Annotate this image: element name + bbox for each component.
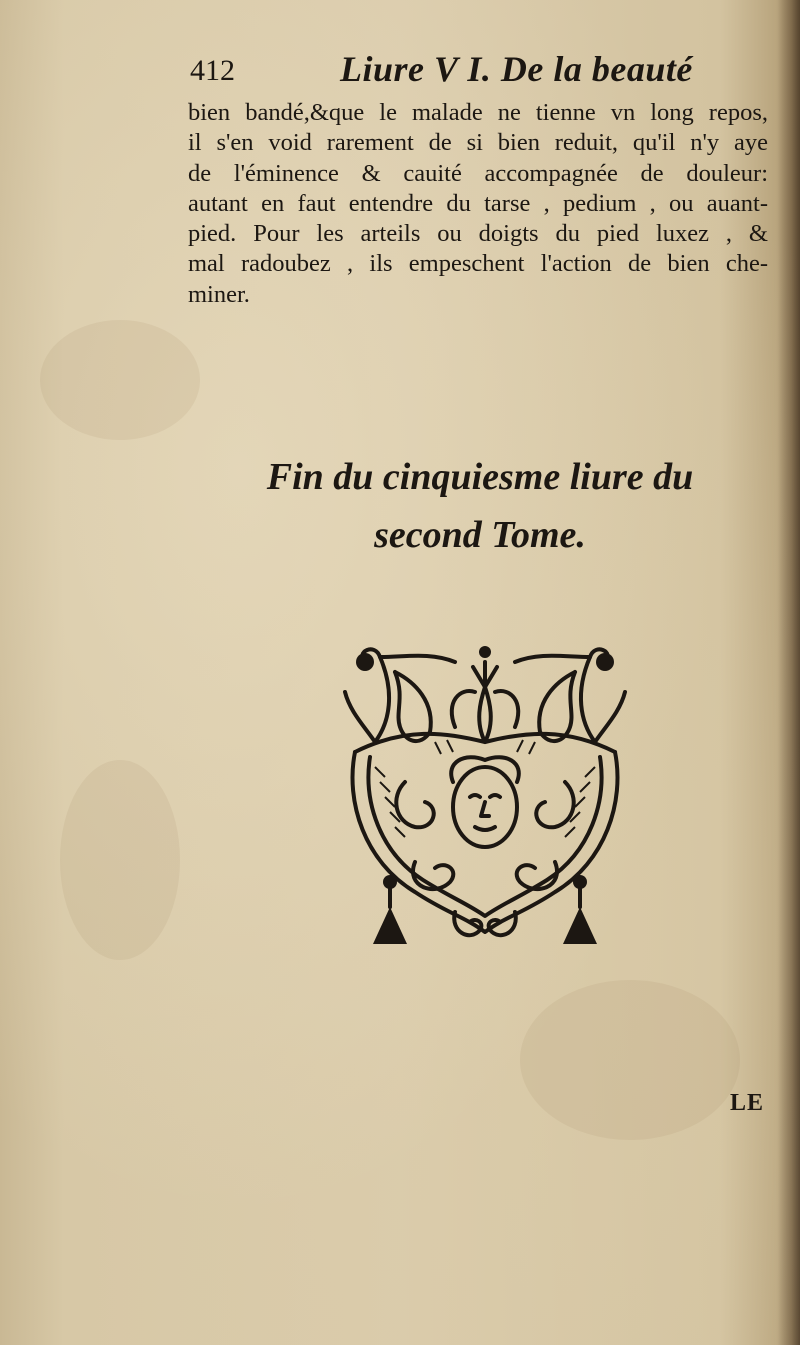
page-header bbox=[190, 48, 710, 98]
running-title: Liure V I. De la beauté bbox=[340, 49, 693, 89]
page-number: 412 bbox=[190, 54, 235, 87]
paper-stain bbox=[40, 320, 200, 440]
colophon bbox=[250, 448, 710, 564]
colophon-line: second Tome. bbox=[374, 514, 586, 556]
text-line: mal radoubez , ils empeschent l'action de bien che- bbox=[188, 250, 768, 278]
paper-stain bbox=[60, 760, 180, 960]
catchword: LE bbox=[730, 1090, 765, 1116]
text-line: pied. Pour les arteils ou doigts du pied luxez , & bbox=[188, 220, 768, 248]
paper-stain bbox=[520, 980, 740, 1140]
page-edge-shadow bbox=[778, 0, 800, 1345]
text-line: autant en faut entendre du tarse , pedium , ou auant- bbox=[188, 189, 768, 217]
tailpiece-ornament-icon bbox=[335, 632, 635, 952]
text-line: il s'en void rarement de si bien reduit, qu'il n'y aye bbox=[188, 129, 768, 157]
text-line: miner. bbox=[188, 280, 250, 308]
text-line: de l'éminence & cauité accompagnée de douleur: bbox=[188, 159, 768, 187]
colophon-line: Fin du cinquiesme liure du bbox=[266, 456, 694, 498]
text-line: bien bandé,&que le malade ne tienne vn long repos, bbox=[188, 99, 768, 126]
body-text bbox=[188, 98, 768, 310]
